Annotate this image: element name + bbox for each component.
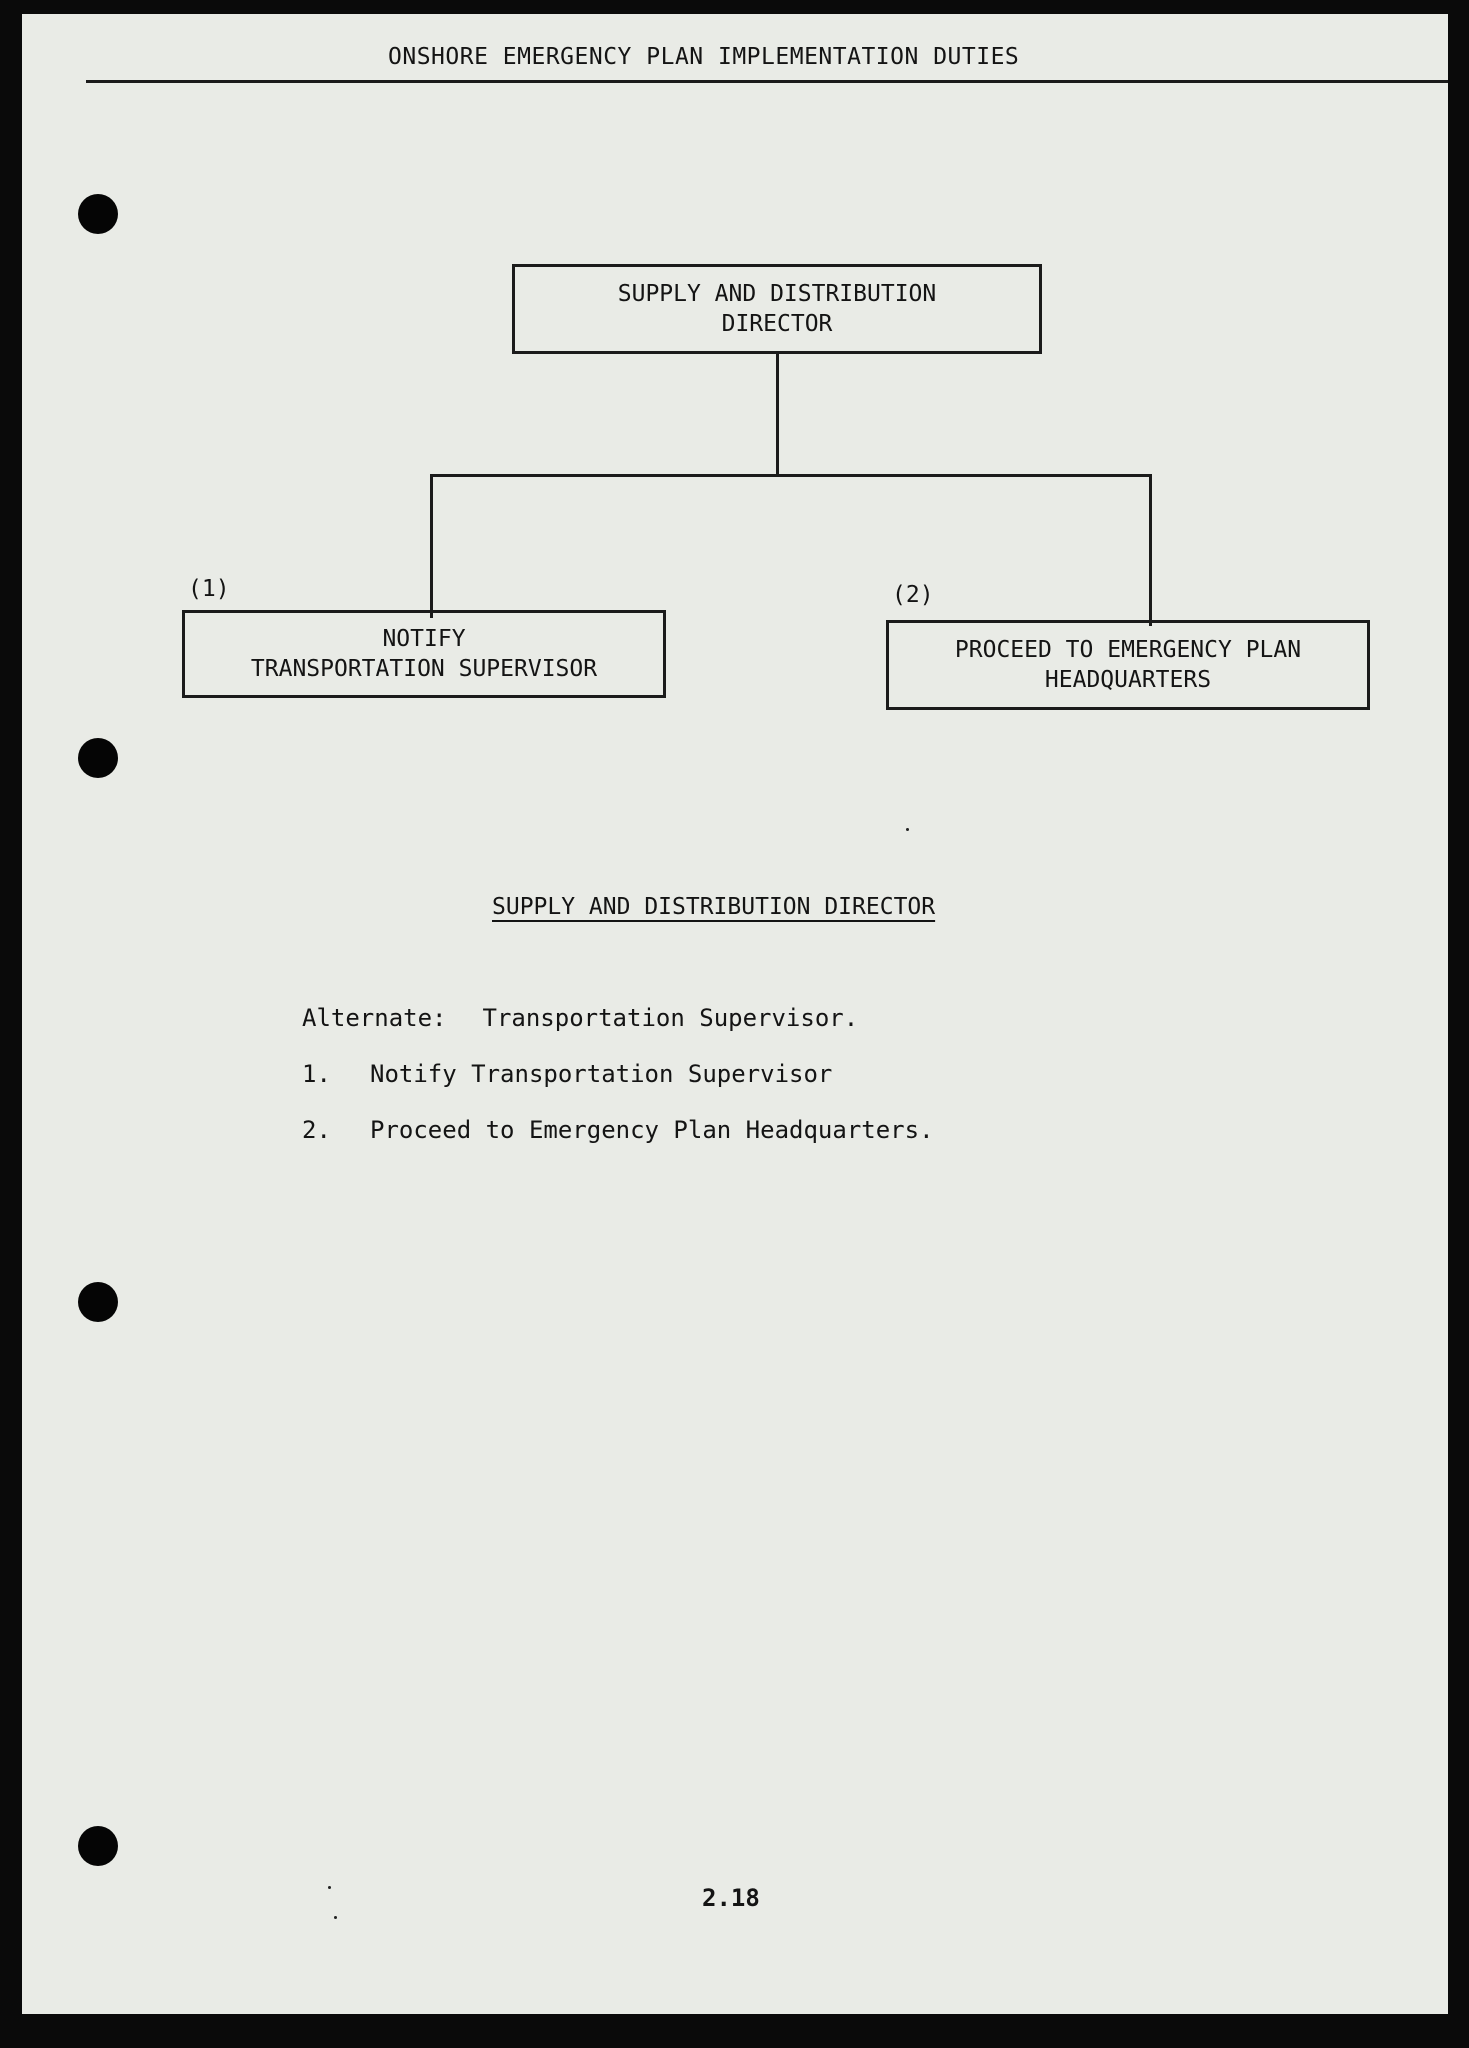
org-connector-horizontal	[430, 474, 1152, 477]
org-child-number-1: (1)	[188, 576, 230, 602]
org-box-notify-line2: TRANSPORTATION SUPERVISOR	[250, 656, 598, 682]
punch-hole	[78, 1826, 118, 1866]
scan-speck	[334, 1916, 337, 1919]
duty-number: 1.	[302, 1060, 331, 1088]
alternate-value: Transportation Supervisor.	[482, 1004, 859, 1032]
punch-hole	[78, 1282, 118, 1322]
scan-speck	[328, 1886, 331, 1889]
org-box-director-line1: SUPPLY AND DISTRIBUTION	[617, 281, 937, 307]
org-box-director-line2: DIRECTOR	[721, 311, 833, 337]
section-title: SUPPLY AND DISTRIBUTION DIRECTOR	[492, 894, 936, 920]
org-connector-right-drop	[1149, 474, 1152, 626]
org-box-proceed-line1: PROCEED TO EMERGENCY PLAN	[954, 637, 1302, 663]
org-box-proceed	[886, 620, 1370, 710]
scan-speck	[906, 828, 909, 831]
duty-number: 2.	[302, 1116, 331, 1144]
org-box-proceed-line2: HEADQUARTERS	[1044, 667, 1212, 693]
page-header-title: ONSHORE EMERGENCY PLAN IMPLEMENTATION DUTIES	[388, 44, 1020, 70]
document-page	[22, 14, 1448, 2014]
punch-hole	[78, 194, 118, 234]
org-connector-left-drop	[430, 474, 433, 618]
page-number: 2.18	[702, 1884, 760, 1912]
org-child-number-2: (2)	[892, 582, 934, 608]
org-connector-vertical	[776, 354, 779, 476]
alternate-label: Alternate:	[302, 1004, 447, 1032]
punch-hole	[78, 738, 118, 778]
org-box-notify-line1: NOTIFY	[382, 626, 466, 652]
duty-item	[302, 1060, 832, 1088]
org-box-notify	[182, 610, 666, 698]
alternate-line	[302, 1004, 858, 1032]
duty-text: Notify Transportation Supervisor	[370, 1060, 833, 1088]
duty-item	[302, 1116, 934, 1144]
header-divider	[86, 80, 1448, 83]
org-box-director	[512, 264, 1042, 354]
duty-text: Proceed to Emergency Plan Headquarters.	[370, 1116, 934, 1144]
